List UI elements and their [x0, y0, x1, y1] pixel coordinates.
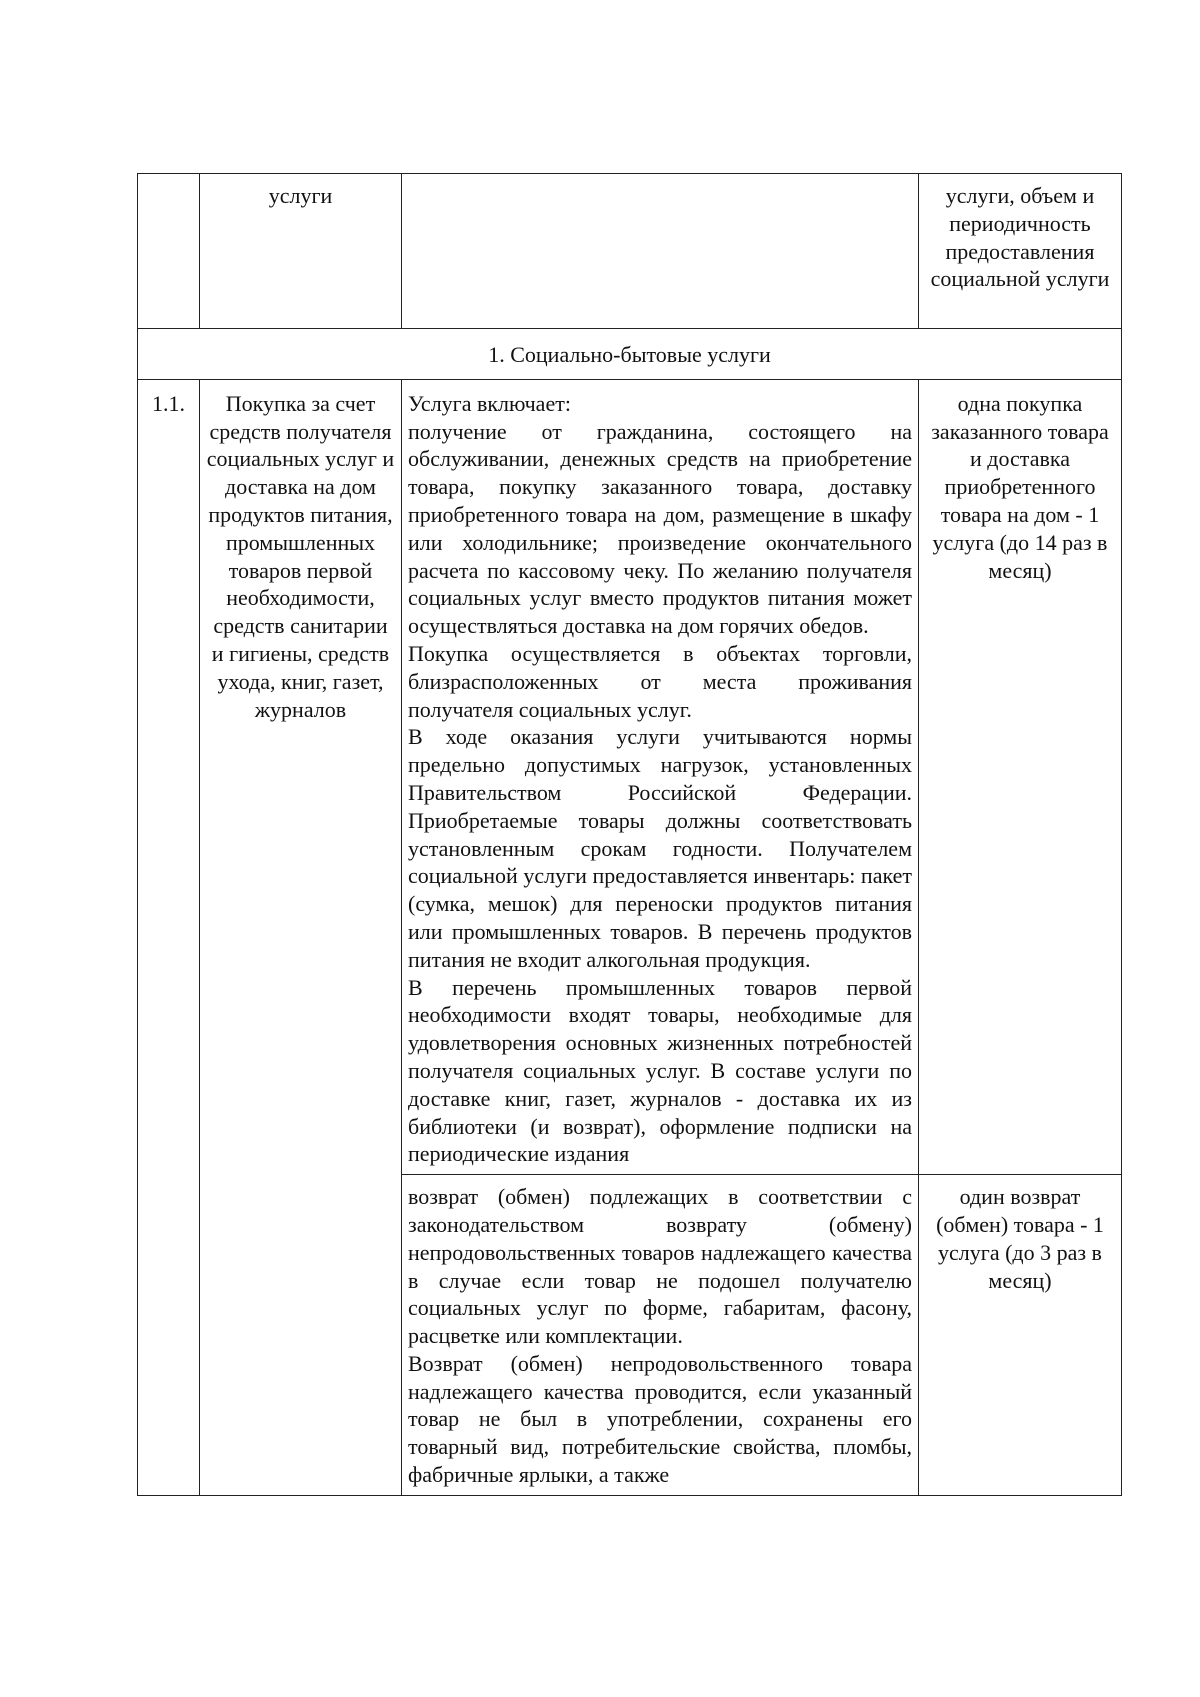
service-name: Покупка за счет средств получателя социальных услуг и доставка на дом продуктов питания, промышленных товаров первой необходимости, средств санитарии и гигиены, средств ухода, книг, газет, журналов [200, 379, 402, 1495]
services-table [137, 173, 1122, 1496]
header-volume-cell: услуги, объем и периодичность предоставления социальной услуги [919, 174, 1122, 329]
description-paragraph: В ходе оказания услуги учитываются нормы предельно допустимых нагрузок, установленных Правительством Российской Федерации. Приобретаемые товары должны соответствовать установленным срокам годности. Получателем социальной услуги предоставляется инвентарь: пакет (сумка, мешок) для переноски продуктов питания или промышленных товаров. В перечень продуктов питания не входит алкогольная продукция. [408, 724, 912, 972]
description-paragraph: возврат (обмен) подлежащих в соответствии с законодательством возврату (обмену) непродовольственных товаров надлежащего качества в случае если товар не подошел получателю социальных услуг по форме, габаритам, фасону, расцветке или комплектации. [408, 1184, 912, 1349]
return-volume: один возврат (обмен) товара - 1 услуга (до 3 раз в месяц) [919, 1175, 1122, 1496]
section-row [138, 329, 1122, 380]
header-continuation-row [138, 174, 1122, 329]
header-description-cell [402, 174, 919, 329]
service-volume: одна покупка заказанного товара и доставка приобретенного товара на дом - 1 услуга (до 14 раз в месяц) [919, 379, 1122, 1174]
header-name-cell: услуги [200, 174, 402, 329]
description-paragraph: Возврат (обмен) непродовольственного товара надлежащего качества проводится, если указанный товар не был в употреблении, сохранены его товарный вид, потребительские свойства, пломбы, фабричные ярлыки, а также [408, 1350, 912, 1488]
row-number: 1.1. [138, 379, 200, 1495]
description-paragraph: получение от гражданина, состоящего на обслуживании, денежных средств на приобретение товара, покупку заказанного товара, доставку приобретенного товара на дом, размещение в шкафу или холодильнике; произведение окончательного расчета по кассовому чеку. По желанию получателя социальных услуг вместо продуктов питания может осуществляться доставка на дом горячих обедов. [408, 418, 912, 639]
service-description [402, 379, 919, 1174]
section-title: 1. Социально-бытовые услуги [138, 329, 1122, 380]
table-row [138, 379, 1122, 1174]
return-description [402, 1175, 919, 1496]
header-num-cell [138, 174, 200, 329]
description-paragraph: В перечень промышленных товаров первой необходимости входят товары, необходимые для удовлетворения основных жизненных потребностей получателя социальных услуг. В составе услуги по доставке книг, газет, журналов - доставка их из библиотеки (и возврат), оформление подписки на периодические издания [408, 974, 912, 1167]
description-paragraph: Услуга включает: [408, 390, 571, 416]
description-paragraph: Покупка осуществляется в объектах торговли, близрасположенных от места проживания получателя социальных услуг. [408, 640, 912, 722]
